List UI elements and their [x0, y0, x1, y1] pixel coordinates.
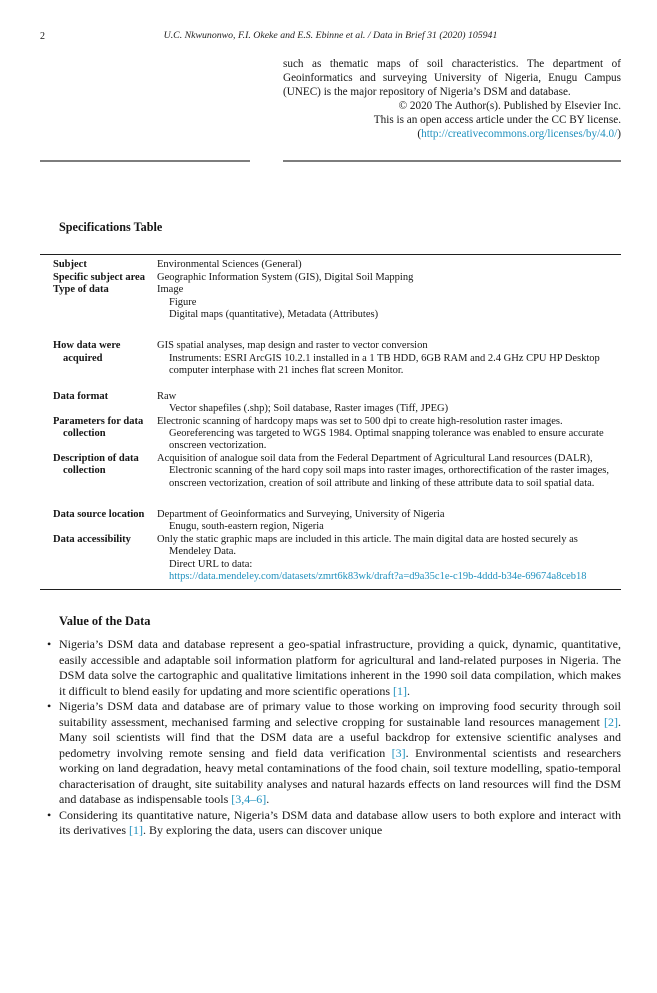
citation-link-2[interactable]: [2]: [604, 714, 618, 729]
page-number: 2: [40, 31, 45, 42]
license-url-link[interactable]: http://creativecommons.org/licenses/by/4.0/: [421, 127, 618, 140]
abstract-continuation: [283, 58, 621, 141]
row-value: Electronic scanning of hardcopy maps was set to 500 dpi to create high-resolution raster images. Georeferencing was targeted to WGS 1984. Optimal snapping tolerance was enabled to ensure accurate onscreen vectorization.: [157, 415, 604, 452]
table-row-data-format: [40, 391, 621, 416]
bullet-list: [40, 637, 621, 839]
dataset-url-link[interactable]: https://data.mendeley.com/datasets/zmrt6k83wk/draft?a=d9a35c1e-c19b-4ddd-b34e-69674a8ceb18: [169, 570, 587, 582]
divider-rule-left: [40, 160, 250, 162]
table-row-data-source-location: [40, 509, 621, 534]
row-label: How data were acquired: [53, 340, 121, 364]
bullet-text: Nigeria’s DSM data and database represent a geo-spatial infrastructure, providing a quick, dynamic, quantitative, easily accessible and adaptable soil information platform for agricultural and land-related purposes in Nigeria. The DSM data solve the cartographic and qualitative limitations inherent in the 1990 soil data compilation, which makes it difficult to blend easily for updating and more scientific operations: [59, 637, 621, 698]
bullet-marker: •: [47, 699, 52, 714]
row-value: Acquisition of analogue soil data from the Federal Department of Agricultural Land resources (DALR), Electronic scanning of the hard copy soil maps into raster images, orthorectification of the raster images, onscreen vectorization, creation of soil attribute and linking of these attribute data to soil spatial data.: [157, 452, 609, 489]
row-value: Only the static graphic maps are included in this article. The main digital data are hosted securely as Mendeley Data. Direct URL to data: https://data.mendeley.com/datasets/zmrt6k83wk/draft?a=d9a35c1e-c19b-4ddd-b34e-69674a8ceb18: [157, 534, 621, 584]
bullet-text: .: [407, 683, 411, 698]
citation-link-3[interactable]: [3]: [391, 745, 406, 760]
bullet-text: .: [266, 792, 270, 807]
license-line: [283, 128, 621, 142]
value-of-the-data-heading: Value of the Data: [59, 614, 151, 629]
bullet-text: . By exploring the data, users can discover unique: [142, 823, 383, 838]
row-value: Department of Geoinformatics and Surveying, University of Nigeria Enugu, south-eastern region, Nigeria: [157, 508, 445, 533]
license-paren-close: ): [617, 127, 621, 140]
row-label: Specific subject area: [53, 271, 145, 283]
row-value: Environmental Sciences (General): [157, 259, 302, 271]
table-row-data-accessibility: [40, 534, 621, 584]
bullet-text: Nigeria’s DSM data and database are of primary value to those working on improving food security through soil suitability assessment, mechanised farming and selective cropping for sustainable land resources management: [59, 699, 621, 729]
bullet-marker: •: [47, 637, 52, 652]
bullet-item: [40, 808, 621, 839]
table-row-subject: [40, 259, 621, 271]
row-label: Data accessibility: [53, 533, 131, 545]
column-dividers: [40, 160, 621, 162]
row-label: Data format: [53, 390, 109, 402]
citation-link-3-4-6[interactable]: [3,4–6]: [231, 792, 267, 807]
running-header: [40, 30, 621, 43]
citation-link-1b[interactable]: [1]: [128, 823, 143, 838]
row-value: GIS spatial analyses, map design and raster to vector conversion Instruments: ESRI ArcGIS 10.2.1 installed in a 1 TB HDD, 6GB RAM and 2.4 GHz CPU HP Desktop computer interphase with 21 inches flat screen Monitor.: [157, 340, 600, 377]
bullet-text: . Environmental scientists and researchers working on land degradation, heavy metal contaminations of the food chain, soil texture modelling, spatio-temporal characterisation of draught, site suitability analyses and natural hazards effects on land resources will find the DSM and database as indispensable tools: [59, 745, 621, 807]
row-label: Parameters for data collection: [53, 415, 144, 439]
row-label: Description of data collection: [53, 452, 139, 477]
bullet-marker: •: [47, 807, 52, 822]
bullet-text: Considering its quantitative nature, Nigeria’s DSM data and database allow users to both explore and interact with its derivatives: [59, 807, 621, 838]
bullet-text: . Many soil scientists will find that the DSM data are a useful backdrop for extensive scientific analyses and pedometry involving remote sensing and field data verification: [59, 714, 621, 760]
citation-link-1[interactable]: [1]: [393, 683, 408, 698]
spec-table-title: Specifications Table: [59, 220, 163, 235]
row-value: Geographic Information System (GIS), Digital Soil Mapping: [157, 271, 414, 283]
row-label: Subject: [53, 259, 87, 271]
bullet-item: [40, 637, 621, 699]
row-value: Raw Vector shapefiles (.shp); Soil database, Raster images (Tiff, JPEG): [157, 390, 449, 415]
row-value: Image Figure Digital maps (quantitative), Metadata (Attributes): [157, 284, 379, 321]
table-row-specific-subject-area: [40, 272, 621, 284]
dataset-url-paragraph: [157, 571, 621, 583]
table-row-parameters-for-data-collection: [40, 416, 621, 453]
copyright-line-1: © 2020 The Author(s). Published by Elsevier Inc.: [398, 99, 621, 112]
table-row-how-data-were-acquired: [40, 340, 621, 377]
bullet-item: [40, 699, 621, 808]
running-head: U.C. Nkwunonwo, F.I. Okeke and E.S. Ebinne et al. / Data in Brief 31 (2020) 105941: [163, 30, 498, 41]
table-row-description-of-data-collection: [40, 453, 621, 490]
row-label: Type of data: [53, 284, 109, 296]
license-paren-open: (: [417, 127, 422, 140]
abstract-text: such as thematic maps of soil characteristics. The department of Geoinformatics and surveying University of Nigeria, Enugu Campus (UNEC) is the major repository of Nigeria’s DSM and database.: [283, 58, 621, 98]
copyright-line-2: This is an open access article under the CC BY license.: [373, 113, 621, 126]
divider-rule-right: [283, 160, 621, 162]
row-label: Data source location: [53, 508, 145, 520]
table-row-type-of-data: [40, 284, 621, 321]
specifications-table: [40, 254, 621, 590]
